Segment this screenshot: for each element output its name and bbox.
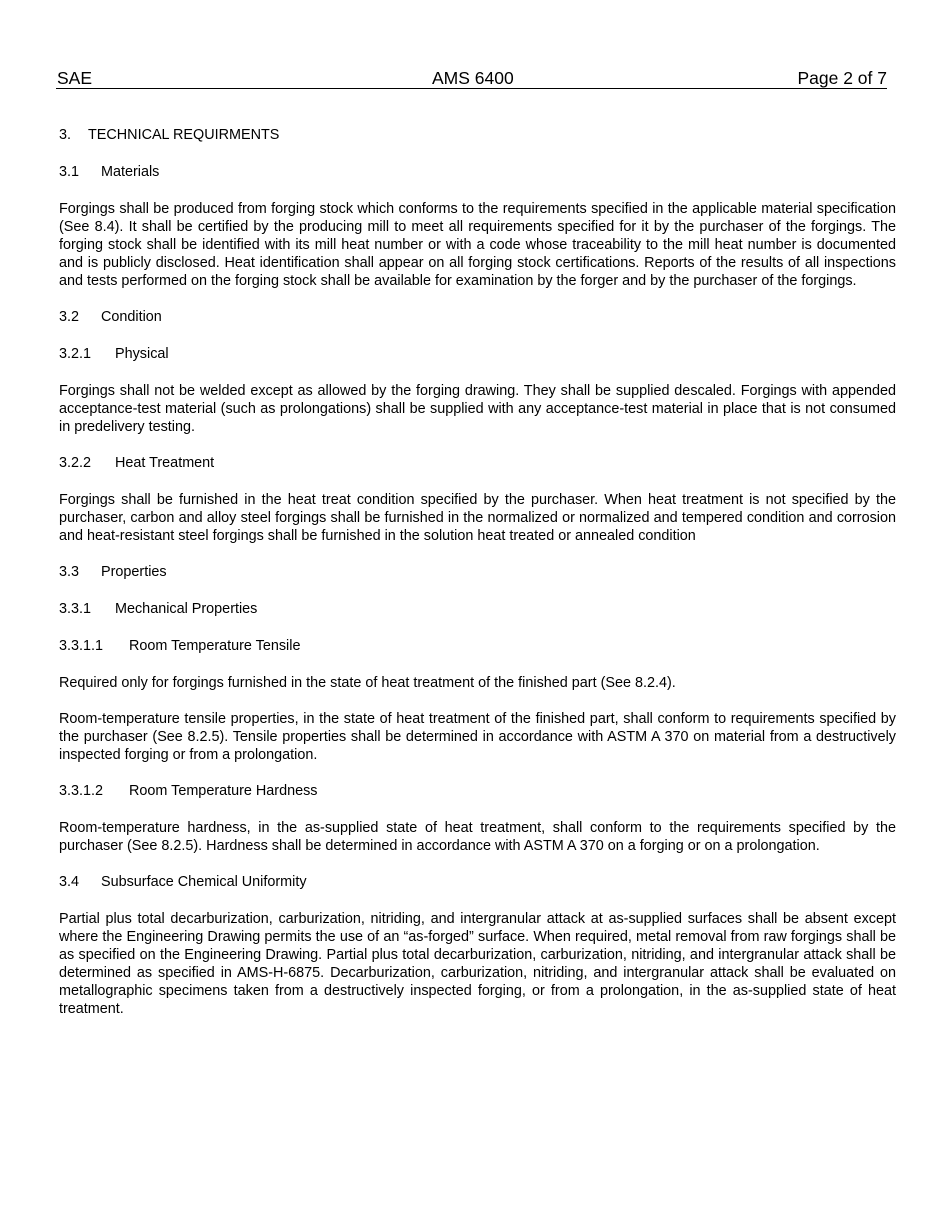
section-heading-3-2-1 (59, 345, 896, 363)
section-title: Room Temperature Hardness (129, 783, 318, 799)
header-page-number: Page 2 of 7 (797, 68, 887, 88)
section-title: Properties (101, 564, 167, 580)
section-title: Mechanical Properties (115, 601, 258, 617)
section-heading-3-3-1-1 (59, 637, 896, 655)
section-title: Physical (115, 346, 169, 362)
section-number: 3.2.2 (59, 455, 92, 471)
header-document-number: AMS 6400 (432, 68, 514, 88)
section-title: Condition (101, 309, 162, 325)
section-heading-3-3 (59, 563, 896, 581)
section-number: 3.3.1 (59, 601, 92, 617)
section-number: 3.3.1.1 (59, 638, 104, 654)
paragraph-subsurface-uniformity: Partial plus total decarburization, carburization, nitriding, and intergranular attack at as-supplied surfaces shall be absent except where the Engineering Drawing permits the use of an “as-forged” surface. When required, metal removal from raw forgings shall be as specified on the Engineering Drawing. Partial plus total decarburization, carburization, nitriding, and intergranular attack shall be determined as specified in AMS-H-6875. Decarburization, carburization, nitriding, and intergranular attack shall be evaluated on metallographic specimens taken from a destructively inspected forging, or from a prolongation, in the as-supplied state of heat treatment. (59, 911, 896, 1017)
section-heading-3 (59, 126, 896, 144)
paragraph-materials: Forgings shall be produced from forging stock which conforms to the requirements specified in the applicable material specification (See 8.4). It shall be certified by the producing mill to meet all requirements specified for it by the purchaser of the forgings. The forging stock shall be identified with its mill heat number or with a code whose traceability to the mill heat number is documented and is publicly disclosed. Heat identification shall appear on all forging stock certifications. Reports of the results of all inspections and tests performed on the forging stock shall be available for examination by the forger and by the purchaser of the forgings. (59, 201, 896, 289)
section-title: Room Temperature Tensile (129, 638, 301, 654)
section-heading-3-3-1 (59, 600, 896, 618)
section-heading-3-4 (59, 873, 896, 891)
section-number: 3.2 (59, 309, 80, 325)
page-header (56, 68, 887, 89)
section-number: 3.3 (59, 564, 80, 580)
paragraph-physical: Forgings shall not be welded except as allowed by the forging drawing. They shall be supplied descaled. Forgings with appended acceptance-test material (such as prolongations) shall be supplied with any acceptance-test material in place that is not consumed in predelivery testing. (59, 383, 896, 435)
section-title: Subsurface Chemical Uniformity (101, 874, 307, 890)
section-heading-3-2-2 (59, 454, 896, 472)
paragraph-heat-treatment: Forgings shall be furnished in the heat treat condition specified by the purchaser. When heat treatment is not specified by the purchaser, carbon and alloy steel forgings shall be furnished in the normalized or normalized and tempered condition and corrosion and heat-resistant steel forgings shall be furnished in the solution heat treated or annealed condition (59, 492, 896, 544)
section-number: 3. (59, 127, 72, 143)
section-heading-3-2 (59, 308, 896, 326)
section-number: 3.3.1.2 (59, 783, 104, 799)
section-number: 3.4 (59, 874, 80, 890)
section-heading-3-1 (59, 163, 896, 181)
section-title: Materials (101, 164, 160, 180)
paragraph-hardness: Room-temperature hardness, in the as-supplied state of heat treatment, shall conform to the requirements specified by the purchaser (See 8.2.5). Hardness shall be determined in accordance with ASTM A 370 on a forging or on a prolongation. (59, 820, 896, 854)
section-heading-3-3-1-2 (59, 782, 896, 800)
section-number: 3.1 (59, 164, 80, 180)
header-organization: SAE (57, 68, 93, 88)
section-title: TECHNICAL REQUIRMENTS (88, 127, 280, 143)
section-number: 3.2.1 (59, 346, 92, 362)
section-title: Heat Treatment (115, 455, 215, 471)
paragraph-tensile-scope: Required only for forgings furnished in the state of heat treatment of the finished part (See 8.2.4). (59, 675, 676, 691)
document-body (59, 126, 896, 1036)
paragraph-tensile-properties: Room-temperature tensile properties, in the state of heat treatment of the finished part, shall conform to requirements specified by the purchaser (See 8.2.5). Tensile properties shall be determined in accordance with ASTM A 370 on material from a destructively inspected forging or from a prolongation. (59, 711, 896, 763)
